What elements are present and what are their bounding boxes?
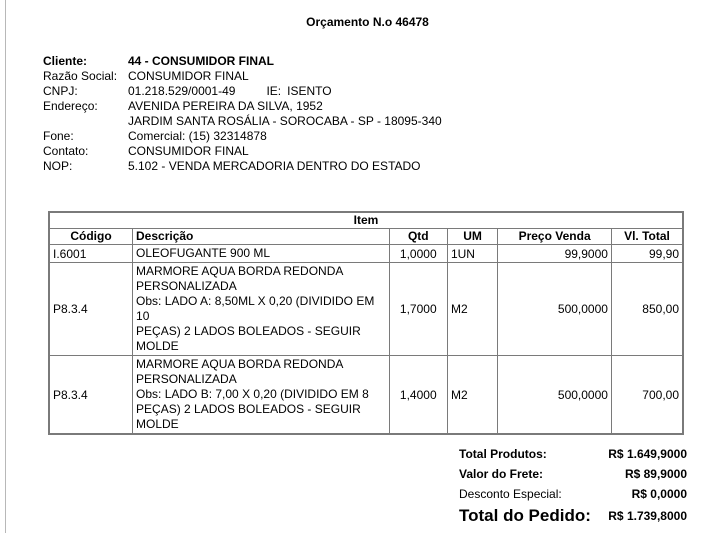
endereco-row xyxy=(43,99,442,114)
total-produtos-label: Total Produtos: xyxy=(459,447,547,461)
desc-line: MARMORE AQUA BORDA REDONDA xyxy=(136,264,344,278)
client-value: 44 - CONSUMIDOR FINAL xyxy=(128,54,275,68)
desc-line: PEÇAS) 2 LADOS BOLEADOS - SEGUIR xyxy=(136,324,361,338)
cell-um: M2 xyxy=(447,356,497,435)
cell-codigo: I.6001 xyxy=(49,245,133,263)
document-title: Orçamento N.o 46478 xyxy=(306,15,429,29)
order-summary xyxy=(459,444,687,528)
column-header-total: Vl. Total xyxy=(611,229,683,245)
ie-label: IE: xyxy=(266,84,282,98)
desc-line: PERSONALIZADA xyxy=(136,372,237,386)
razao-social-label: Razão Social: xyxy=(43,69,118,83)
cell-total: 99,90 xyxy=(611,245,683,263)
endereco-line-2: JARDIM SANTA ROSÁLIA - SOROCABA - SP - 18095-340 xyxy=(128,114,442,128)
cnpj-label: CNPJ: xyxy=(43,84,78,98)
cell-um: M2 xyxy=(447,263,497,356)
ie-value: ISENTO xyxy=(287,84,332,98)
cnpj-row xyxy=(43,84,442,99)
nop-value: 5.102 - VENDA MERCADORIA DENTRO DO ESTADO xyxy=(128,159,421,173)
nop-label: NOP: xyxy=(43,159,73,173)
cell-descricao xyxy=(133,263,390,356)
cell-preco: 500,0000 xyxy=(498,263,612,356)
table-group-header: Item xyxy=(49,212,683,229)
endereco-line-1: AVENIDA PEREIRA DA SILVA, 1952 xyxy=(128,99,323,113)
total-produtos-row xyxy=(459,444,687,464)
desconto-value: R$ 0,0000 xyxy=(631,487,687,501)
column-header-preco: Preço Venda xyxy=(498,229,612,245)
table-row xyxy=(49,263,683,356)
endereco-label: Endereço: xyxy=(43,99,98,113)
cell-qtd: 1,0000 xyxy=(389,245,447,263)
fone-label: Fone: xyxy=(43,129,74,143)
contato-value: CONSUMIDOR FINAL xyxy=(128,144,249,158)
desc-line: PEÇAS) 2 LADOS BOLEADOS - SEGUIR xyxy=(136,402,361,416)
table-row xyxy=(49,245,683,263)
endereco-row-2 xyxy=(43,114,442,129)
frete-row xyxy=(459,464,687,484)
desc-line: OLEOFUGANTE 900 ML xyxy=(136,246,271,260)
table-header-row xyxy=(49,229,683,245)
razao-social-row xyxy=(43,69,442,84)
fone-row xyxy=(43,129,442,144)
cell-codigo: P8.3.4 xyxy=(49,356,133,435)
desc-line: PERSONALIZADA xyxy=(136,279,237,293)
nop-row xyxy=(43,159,442,174)
table-row xyxy=(49,356,683,435)
client-info-block xyxy=(43,54,442,174)
total-pedido-row xyxy=(459,504,687,528)
column-header-descricao: Descrição xyxy=(133,229,390,245)
total-produtos-value: R$ 1.649,9000 xyxy=(608,447,687,461)
column-header-codigo: Código xyxy=(49,229,133,245)
cell-descricao xyxy=(133,356,390,435)
cell-qtd: 1,7000 xyxy=(389,263,447,356)
column-header-qtd: Qtd xyxy=(389,229,447,245)
client-label: Cliente: xyxy=(43,54,88,68)
desc-line: Obs: LADO A: 8,50ML X 0,20 (DIVIDIDO EM 10 xyxy=(136,294,375,323)
cell-descricao xyxy=(133,245,390,263)
total-pedido-label: Total do Pedido: xyxy=(459,506,591,525)
cnpj-value: 01.218.529/0001-49 xyxy=(128,84,236,98)
cell-total: 700,00 xyxy=(611,356,683,435)
frete-label: Valor do Frete: xyxy=(459,467,544,481)
total-pedido-value: R$ 1.739,8000 xyxy=(608,509,687,523)
cell-preco: 99,9000 xyxy=(498,245,612,263)
cell-qtd: 1,4000 xyxy=(389,356,447,435)
contato-label: Contato: xyxy=(43,144,89,158)
frete-value: R$ 89,9000 xyxy=(624,467,687,481)
client-row xyxy=(43,54,442,69)
contato-row xyxy=(43,144,442,159)
column-header-um: UM xyxy=(447,229,497,245)
empty-label xyxy=(43,114,128,129)
cell-total: 850,00 xyxy=(611,263,683,356)
fone-value: Comercial: (15) 32314878 xyxy=(128,129,267,143)
desconto-row xyxy=(459,484,687,504)
desconto-label: Desconto Especial: xyxy=(459,487,562,501)
cell-codigo: P8.3.4 xyxy=(49,263,133,356)
desc-line: MOLDE xyxy=(136,339,179,353)
razao-social-value: CONSUMIDOR FINAL xyxy=(128,69,249,83)
items-table xyxy=(48,211,684,435)
left-border-line xyxy=(5,0,6,533)
table-group-header-row xyxy=(49,212,683,229)
desc-line: MOLDE xyxy=(136,417,179,431)
desc-line: Obs: LADO B: 7,00 X 0,20 (DIVIDIDO EM 8 xyxy=(136,387,369,401)
desc-line: MARMORE AQUA BORDA REDONDA xyxy=(136,357,344,371)
cell-preco: 500,0000 xyxy=(498,356,612,435)
cell-um: 1UN xyxy=(447,245,497,263)
